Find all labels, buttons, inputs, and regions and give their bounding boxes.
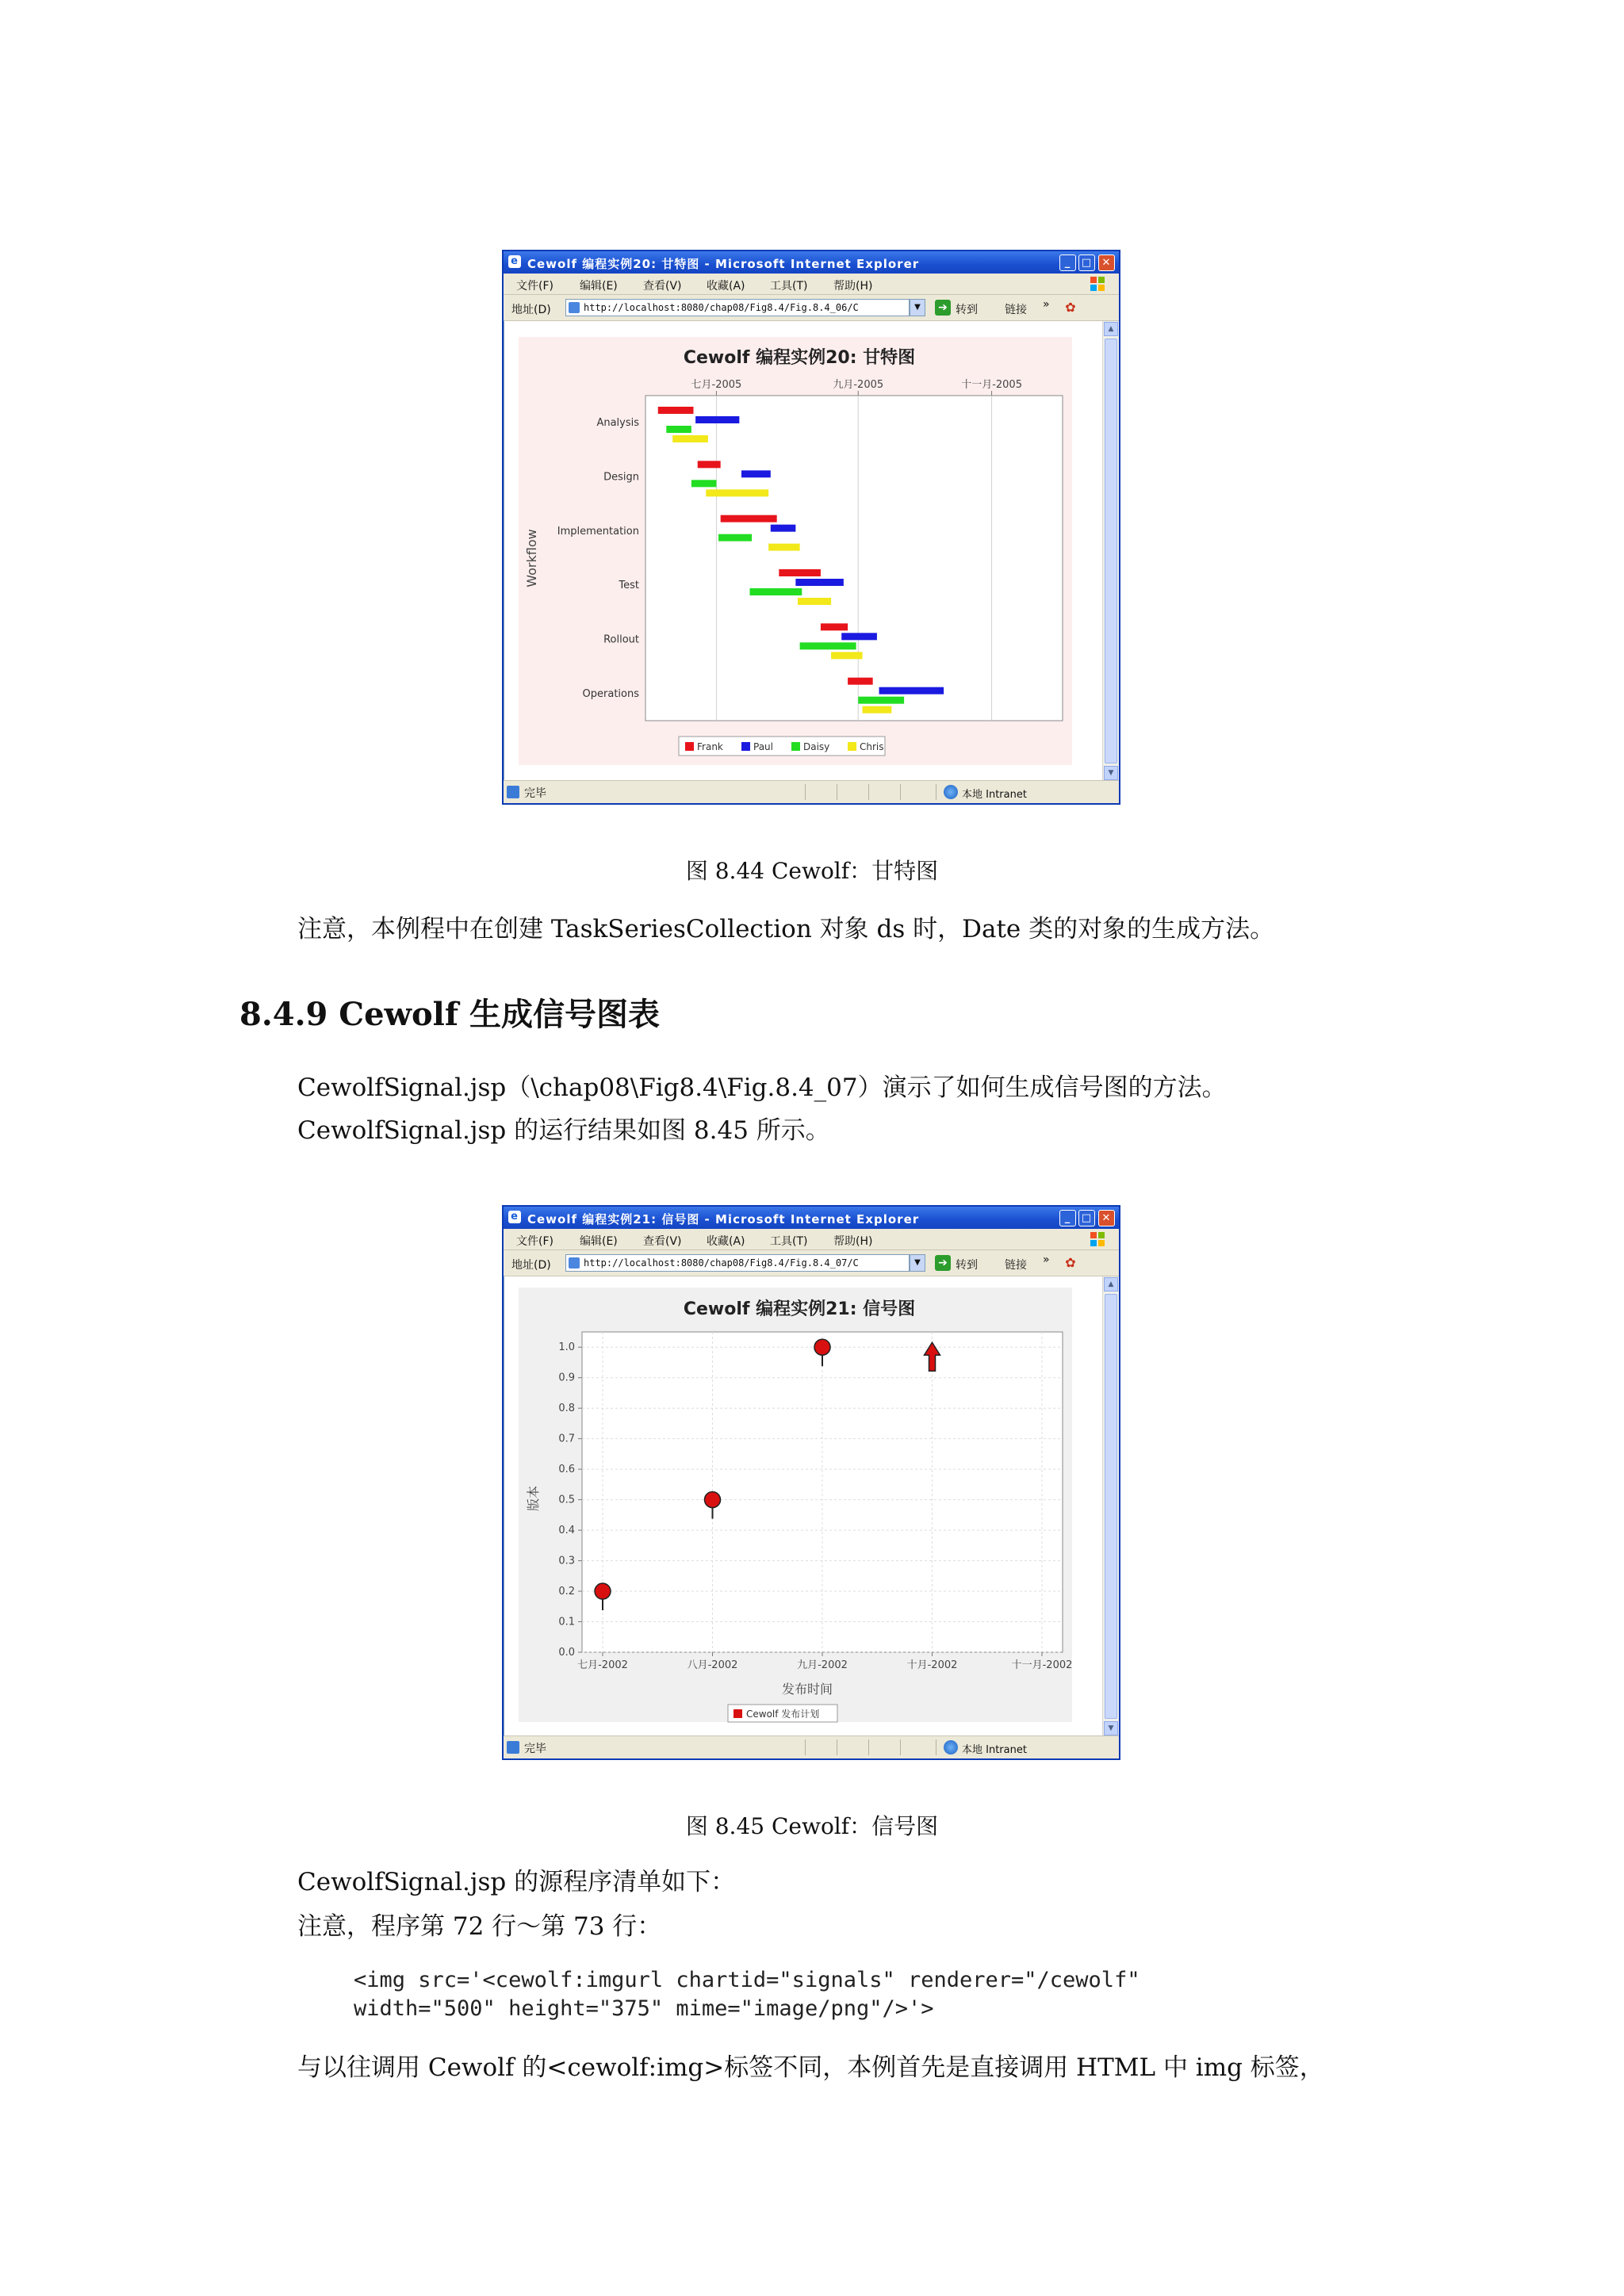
signal-pin-point [595,1583,611,1599]
y-tick-label: 0.1 [558,1616,575,1628]
minimize-button[interactable]: _ [1059,1210,1076,1226]
menu-tools[interactable]: 工具(T) [770,1235,808,1248]
gantt-bar-daisy [718,534,752,541]
source-listing-line: CewolfSignal.jsp 的源程序清单如下： [297,1868,736,1896]
legend-swatch-paul [741,742,750,751]
security-zone: 本地 Intranet [962,789,1027,801]
address-label: 地址(D) [511,304,551,316]
scroll-down-icon[interactable]: ▼ [1104,1721,1118,1735]
note-paragraph: 注意，本例程中在创建 TaskSeriesCollection 对象 ds 时，Date 类的对象的生成方法。 [297,915,1275,943]
legend-swatch-chris [848,742,856,751]
gantt-bar-chris [863,706,892,714]
status-bar [504,780,1119,803]
address-input[interactable] [565,1254,910,1272]
address-bar [504,1250,1119,1276]
legend-label: Cewolf 发布计划 [746,1709,820,1720]
address-bar [504,295,1119,321]
windows-logo-icon [1089,1230,1106,1248]
gantt-bar-frank [848,678,873,685]
legend-label: Chris [860,741,884,752]
address-url: http://localhost:8080/chap08/Fig8.4/Fig.8.4_06/C [584,302,859,313]
ie-icon: e [508,1211,521,1223]
legend-swatch [733,1709,742,1718]
y-tick-label: 0.7 [558,1433,575,1445]
menu-view[interactable]: 查看(V) [643,280,682,293]
address-input[interactable] [565,299,910,316]
links-chevron-icon[interactable]: » [1043,1253,1050,1266]
menu-edit[interactable]: 编辑(E) [580,1235,618,1248]
legend-swatch-frank [685,742,694,751]
intro-line-2: CewolfSignal.jsp 的运行结果如图 8.45 所示。 [297,1116,830,1145]
go-button[interactable]: 转到 [956,304,978,316]
ie-icon: e [508,255,521,268]
y-tick-label: 0.5 [558,1494,575,1506]
category-label: Rollout [603,633,639,646]
go-arrow-icon[interactable]: ➔ [935,300,951,316]
scroll-thumb[interactable] [1105,1294,1117,1719]
security-zone: 本地 Intranet [962,1744,1027,1756]
menu-tools[interactable]: 工具(T) [770,280,808,293]
gantt-bar-chris [831,652,862,659]
menu-file[interactable]: 文件(F) [516,280,553,293]
gantt-bar-frank [721,515,777,522]
gantt-chart [504,321,1090,784]
vertical-scrollbar[interactable] [1102,321,1119,781]
status-divider [868,1739,869,1755]
gantt-bar-frank [698,461,721,468]
menu-favorites[interactable]: 收藏(A) [707,1235,745,1248]
note-lines-72-73: 注意，程序第 72 行～第 73 行： [297,1912,662,1941]
address-label: 地址(D) [511,1259,551,1272]
gantt-bar-daisy [800,642,856,649]
maximize-button[interactable]: □ [1078,254,1095,271]
close-button[interactable]: ✕ [1098,254,1115,271]
gantt-bar-chris [768,544,799,551]
minimize-button[interactable]: _ [1059,254,1076,271]
status-divider [900,784,901,800]
page-content [504,321,1103,781]
gantt-bar-daisy [858,697,904,704]
category-label: Test [619,580,639,592]
windows-logo-icon [1089,275,1106,293]
legend-swatch-daisy [791,742,800,751]
page-done-icon [507,786,519,798]
links-label[interactable]: 链接 [1005,1259,1027,1272]
scroll-up-icon[interactable]: ▲ [1104,1277,1118,1292]
legend-label: Frank [697,741,723,752]
window-title: Cewolf 编程实例20: 甘特图 - Microsoft Internet Explorer [527,257,920,271]
category-label: Operations [582,687,639,700]
menu-bar [504,1229,1119,1250]
code-line-1: <img src='<cewolf:imgurl chartid="signals" renderer="/cewolf" [354,1968,1140,1992]
y-tick-label: 1.0 [558,1341,575,1354]
scroll-down-icon[interactable]: ▼ [1104,766,1118,780]
intranet-globe-icon [944,785,958,799]
menu-favorites[interactable]: 收藏(A) [707,280,745,293]
maximize-button[interactable]: □ [1078,1210,1095,1226]
y-tick-label: 0.6 [558,1464,575,1476]
menu-help[interactable]: 帮助(H) [833,280,873,293]
status-bar [504,1735,1119,1758]
x-tick-label: 九月-2005 [833,379,884,391]
chart-title: Cewolf 编程实例21: 信号图 [683,1299,916,1319]
signal-pin-point [705,1492,721,1508]
y-axis-label: Workflow [524,529,539,587]
go-button[interactable]: 转到 [956,1259,978,1272]
close-button[interactable]: ✕ [1098,1210,1115,1226]
x-tick-label: 七月-2005 [691,379,742,391]
page-icon [569,1257,580,1269]
x-axis-label: 发布时间 [781,1682,833,1697]
address-dropdown-icon[interactable]: ▼ [910,1254,925,1272]
scroll-up-icon[interactable]: ▲ [1104,322,1118,336]
vertical-scrollbar[interactable] [1102,1276,1119,1736]
gantt-bar-paul [795,579,843,586]
code-line-2: width="500" height="375" mime="image/png"/>'> [354,1996,934,2021]
x-tick-label: 十一月-2002 [1011,1659,1073,1671]
page-content [504,1276,1103,1736]
menu-view[interactable]: 查看(V) [643,1235,682,1248]
legend-label: Daisy [803,741,830,752]
y-tick-label: 0.0 [558,1647,575,1659]
page-icon [569,302,580,313]
title-bar [504,251,1119,274]
ie-window-signal [502,1205,1120,1760]
plot-area [645,396,1063,721]
title-bar [504,1207,1119,1229]
menu-file[interactable]: 文件(F) [516,1235,553,1248]
go-arrow-icon[interactable]: ➔ [935,1255,951,1271]
address-url: http://localhost:8080/chap08/Fig8.4/Fig.8.4_07/C [584,1257,859,1269]
toolbar-tool-icon[interactable]: ✿ [1065,1255,1076,1270]
gantt-bar-paul [771,525,796,532]
chart-title: Cewolf 编程实例20: 甘特图 [683,348,916,368]
signal-chart [504,1276,1090,1739]
intranet-globe-icon [944,1740,958,1755]
gantt-bar-frank [779,569,821,576]
page-done-icon [507,1741,519,1754]
gantt-bar-chris [798,598,831,605]
figure-caption-8-45: 图 8.45 Cewolf：信号图 [685,1813,939,1839]
y-tick-label: 0.9 [558,1372,575,1384]
window-title: Cewolf 编程实例21: 信号图 - Microsoft Internet Explorer [527,1212,920,1226]
x-tick-label: 十月-2002 [906,1659,958,1671]
gantt-bar-chris [706,489,768,496]
category-label: Analysis [596,417,639,430]
toolbar-tool-icon[interactable]: ✿ [1065,300,1076,315]
status-divider [900,1739,901,1755]
gantt-bar-frank [658,407,694,414]
links-chevron-icon[interactable]: » [1043,298,1050,311]
final-paragraph: 与以往调用 Cewolf 的<cewolf:img>标签不同，本例首先是直接调用 HTML 中 img 标签， [297,2053,1324,2082]
status-divider [805,784,806,800]
menu-edit[interactable]: 编辑(E) [580,280,618,293]
gantt-bar-daisy [750,588,802,595]
ie-window-gantt [502,250,1120,805]
y-tick-label: 0.8 [558,1402,575,1415]
y-axis-label: 版本 [526,1485,541,1512]
menu-bar [504,274,1119,295]
signal-pin-point [814,1339,830,1355]
gantt-bar-paul [741,470,771,477]
links-label[interactable]: 链接 [1005,304,1027,316]
x-tick-label: 七月-2002 [577,1659,628,1671]
scroll-thumb[interactable] [1105,339,1117,763]
category-label: Design [603,471,639,484]
menu-help[interactable]: 帮助(H) [833,1235,873,1248]
x-tick-label: 八月-2002 [687,1659,738,1671]
gantt-bar-frank [821,623,848,630]
x-tick-label: 九月-2002 [797,1659,848,1671]
y-tick-label: 0.4 [558,1525,575,1537]
y-tick-label: 0.2 [558,1586,575,1598]
gantt-bar-paul [879,687,944,695]
status-text: 完毕 [524,787,546,800]
gantt-bar-chris [672,435,708,442]
category-label: Implementation [557,525,639,538]
y-tick-label: 0.3 [558,1555,575,1567]
figure-caption-8-44: 图 8.44 Cewolf：甘特图 [685,858,939,884]
gantt-bar-daisy [691,480,717,487]
intro-line-1: CewolfSignal.jsp（\chap08\Fig8.4\Fig.8.4_07）演示了如何生成信号图的方法。 [297,1073,1227,1102]
x-tick-label: 十一月-2005 [961,379,1022,391]
gantt-bar-paul [841,633,877,640]
gantt-bar-paul [695,416,739,423]
status-divider [868,784,869,800]
legend-label: Paul [753,741,773,752]
status-text: 完毕 [524,1743,546,1755]
address-dropdown-icon[interactable]: ▼ [910,299,925,316]
section-heading: 8.4.9 Cewolf 生成信号图表 [239,996,660,1033]
status-divider [805,1739,806,1755]
gantt-bar-daisy [666,426,691,433]
